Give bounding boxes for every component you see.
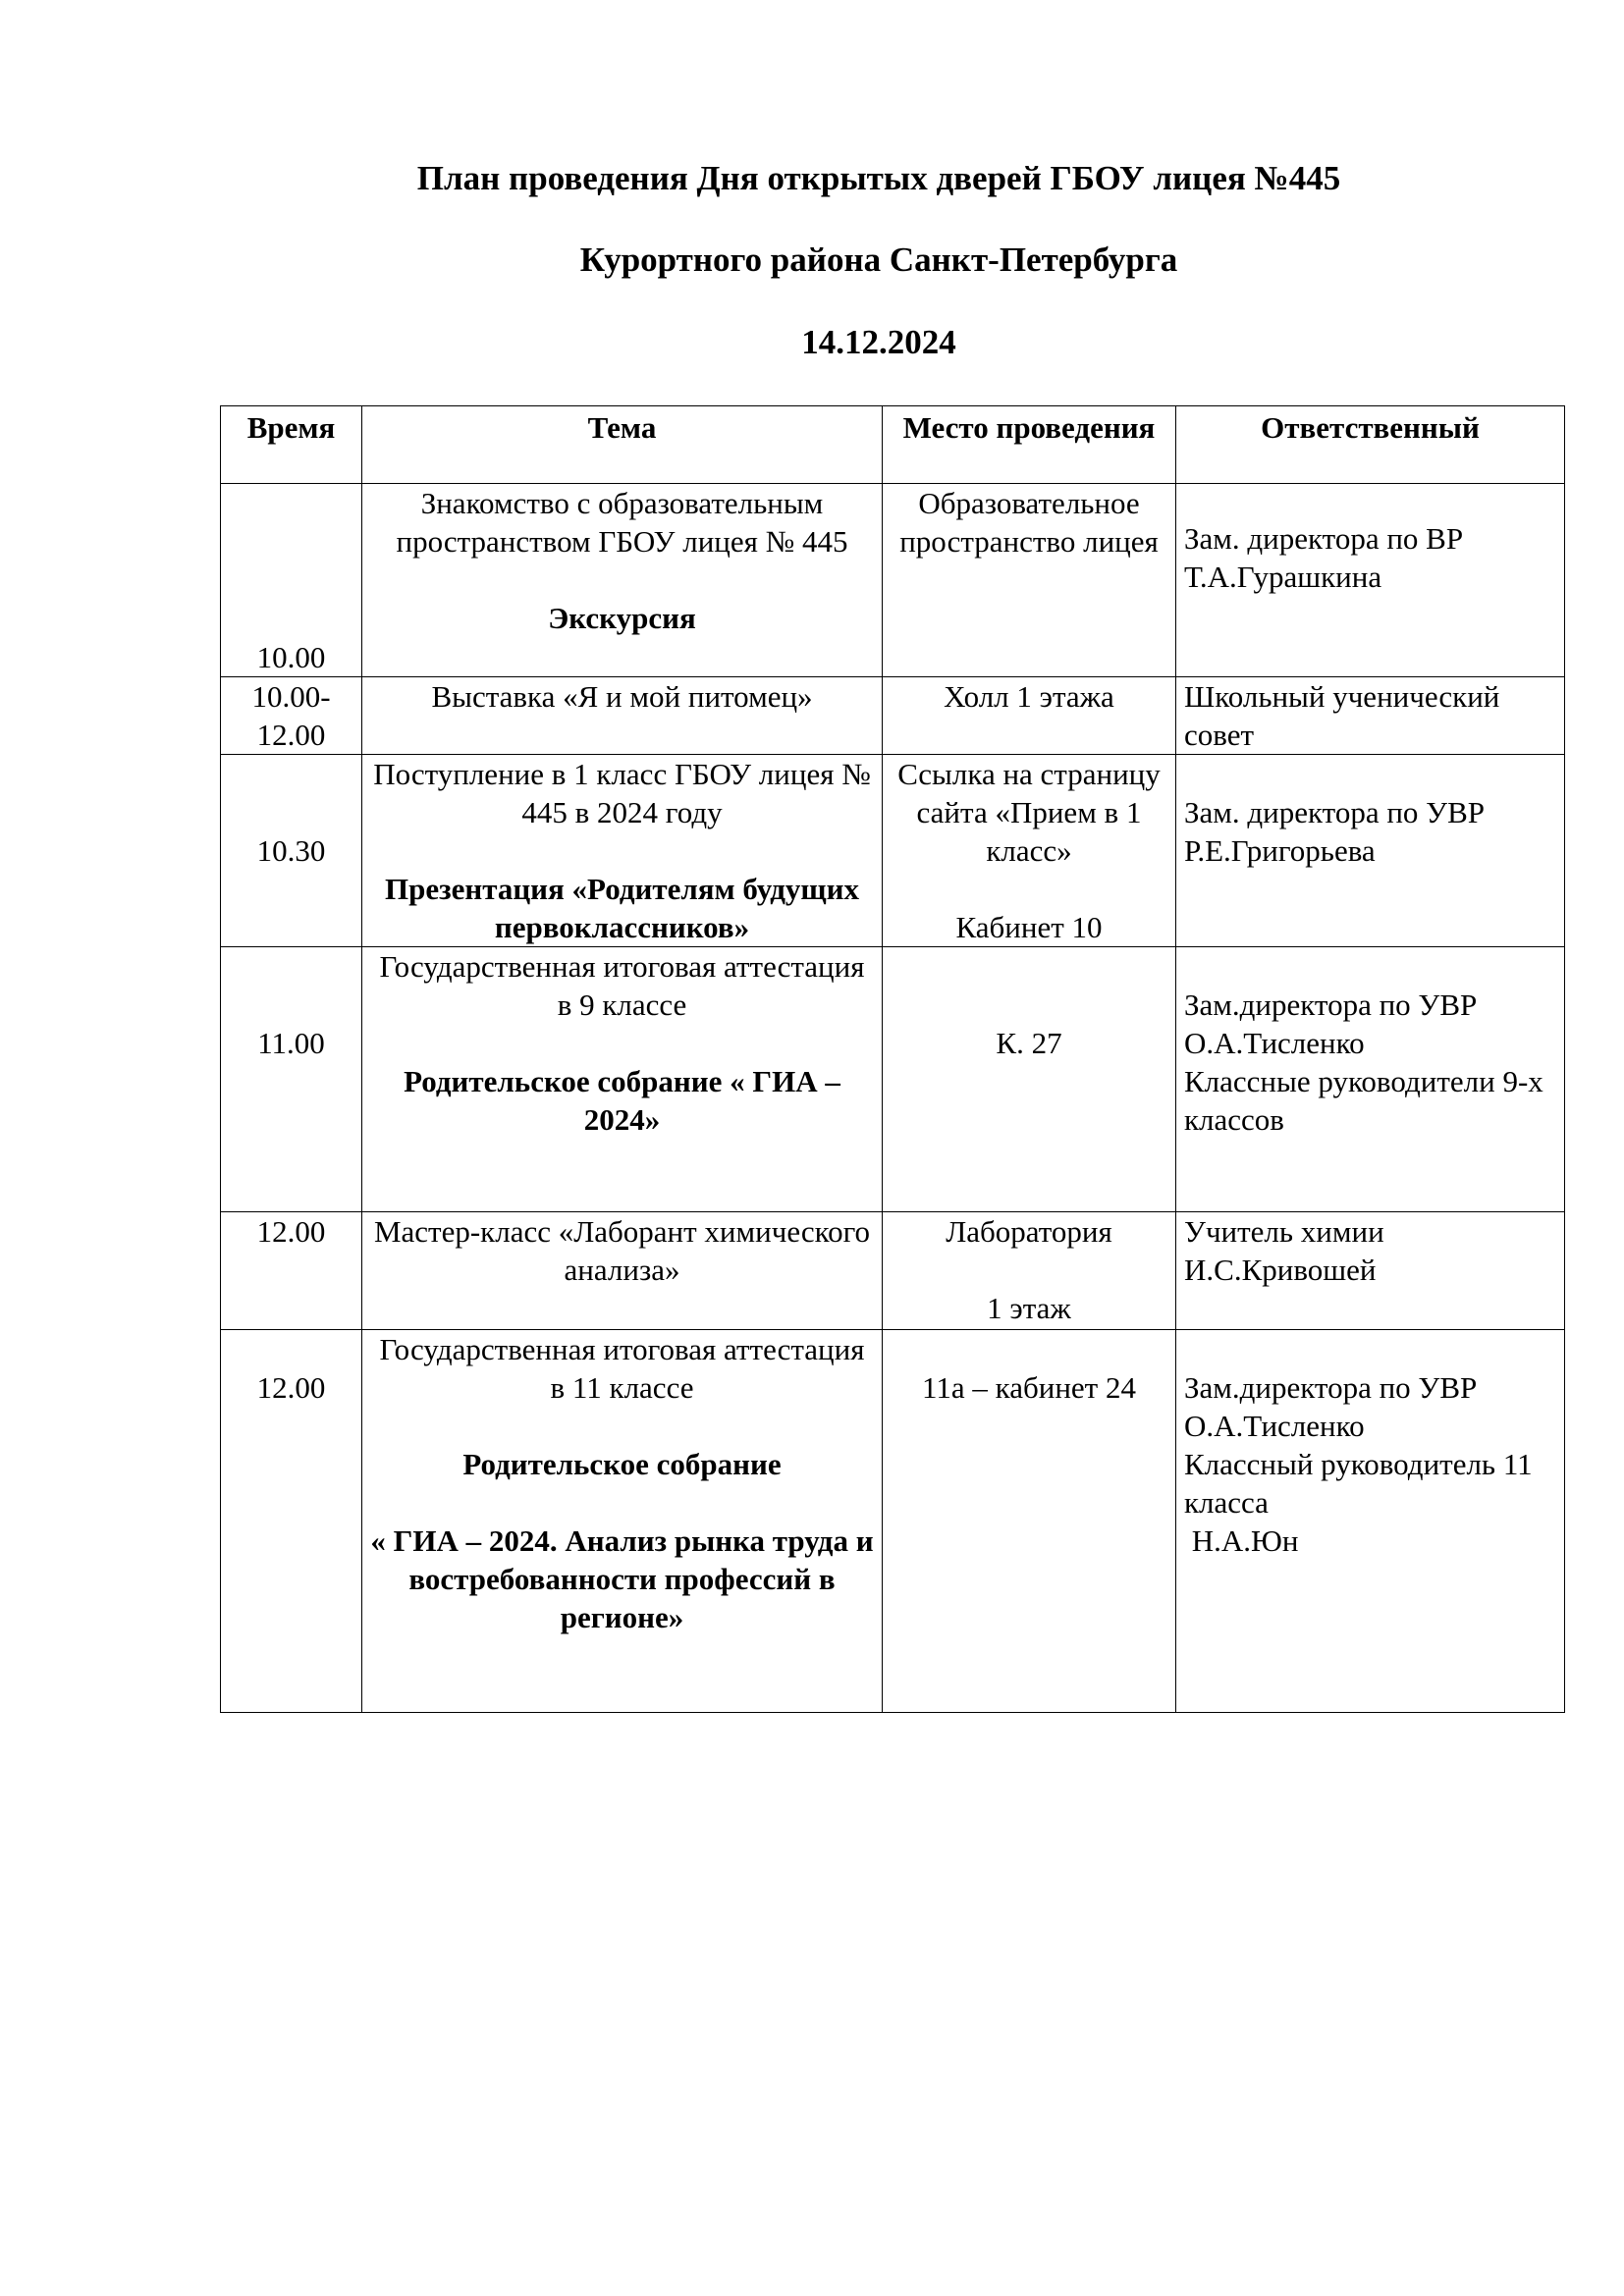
topic-text: Знакомство с образовательным пространством ГБОУ лицея № 445 [396,486,848,559]
row-responsible: Зам. директора по ВР Т.А.Гурашкина [1176,484,1565,677]
topic-bold-text: Презентация «Родителям будущих первоклассников» [385,872,859,944]
header-responsible: Ответственный [1176,406,1565,484]
row-place: Образовательное пространство лицея [883,484,1176,677]
row-time: 10.00-12.00 [221,677,362,755]
topic-bold-text: Родительское собрание « ГИА – 2024» [404,1064,840,1137]
table-row [221,1330,1565,1713]
topic-text: Поступление в 1 класс ГБОУ лицея № 445 в 2024 году [373,757,871,829]
schedule-table [220,405,1565,1713]
table-row [221,484,1565,677]
header-topic: Тема [362,406,883,484]
topic-bold-text-2: « ГИА – 2024. Анализ рынка труда и востребованности профессий в регионе» [370,1523,874,1634]
table-row [221,755,1565,947]
responsible-text: Зам.директора по УВР О.А.Тисленко [1184,988,1478,1060]
topic-text: Государственная итоговая аттестация в 9 классе [379,949,865,1022]
topic-bold-text: Экскурсия [548,601,696,635]
row-topic [362,1330,883,1713]
table-row [221,947,1565,1212]
header-time: Время [221,406,362,484]
event-date: 14.12.2024 [801,323,956,361]
row-responsible: Зам. директора по УВР Р.Е.Григорьева [1176,755,1565,947]
place-text-2: 1 этаж [987,1291,1071,1325]
topic-text: Государственная итоговая аттестация в 11 классе [379,1332,865,1405]
table-row [221,1212,1565,1330]
row-place: Холл 1 этажа [883,677,1176,755]
row-time: 12.00 [221,1330,362,1713]
responsible-text-2: Классный руководитель 11 класса [1184,1447,1533,1520]
row-topic: Мастер-класс «Лаборант химического анализа» [362,1212,883,1330]
document-subtitle: Курортного района Санкт-Петербурга [579,240,1178,279]
row-responsible: Школьный ученический совет [1176,677,1565,755]
row-place [883,755,1176,947]
responsible-text-2: Классные руководители 9-х классов [1184,1064,1543,1137]
row-time: 12.00 [221,1212,362,1330]
row-topic [362,755,883,947]
row-responsible: Учитель химии И.С.Кривошей [1176,1212,1565,1330]
table-row [221,677,1565,755]
header-place: Место проведения [883,406,1176,484]
place-text: Ссылка на страницу сайта «Прием в 1 класс» [897,757,1161,868]
row-responsible [1176,1330,1565,1713]
responsible-text-3: Н.А.Юн [1184,1523,1299,1558]
row-responsible [1176,947,1565,1212]
table-header-row [221,406,1565,484]
row-time: 10.00 [221,484,362,677]
row-place: К. 27 [883,947,1176,1212]
row-place: 11а – кабинет 24 [883,1330,1176,1713]
row-topic [362,947,883,1212]
row-time: 11.00 [221,947,362,1212]
place-text: Лаборатория [946,1214,1112,1249]
row-topic [362,484,883,677]
responsible-text: Зам.директора по УВР О.А.Тисленко [1184,1370,1478,1443]
document-title: План проведения Дня открытых дверей ГБОУ лицея №445 [416,159,1341,197]
row-time: 10.30 [221,755,362,947]
row-topic: Выставка «Я и мой питомец» [362,677,883,755]
place-text-2: Кабинет 10 [955,910,1103,944]
topic-bold-text: Родительское собрание [462,1447,782,1481]
row-place [883,1212,1176,1330]
